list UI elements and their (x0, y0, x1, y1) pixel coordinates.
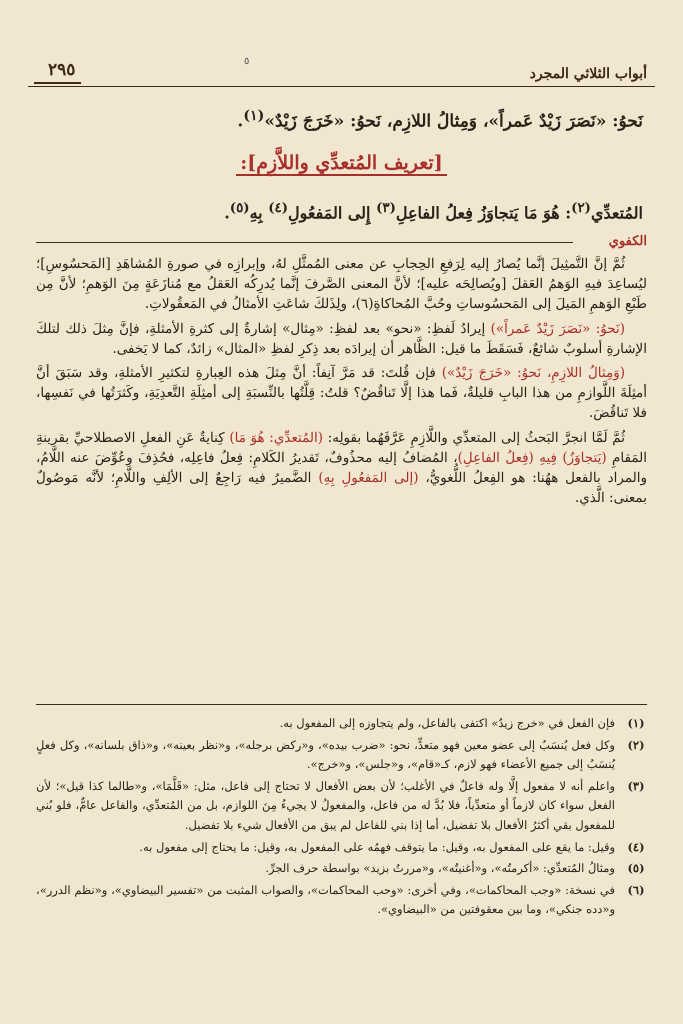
paragraph-text: إيرادُ لَفظِ: «نحو» بعد لفظِ: «مِثال» إشارةٌ إلى كثرةِ الأمثلةِ، فإنَّ مِثلَ ذلك لتلكَ الإشارةِ أسلوبٌ شائعٌ، فَسَقَطَ ما قيل: الظَّاهر أن إيرادَه بعد ذِكرِ لفظِ «المثال» زائدٌ، كما لا يَخفى. (36, 320, 647, 357)
footnote-item (36, 838, 647, 858)
footnotes (36, 714, 647, 922)
footnote-number: (٦) (627, 882, 645, 897)
definition-text-b: إِلى المَفعُولِ (288, 203, 377, 223)
commentary-body (36, 254, 647, 512)
paragraph-text: كِنايةٌ عَنِ الفعلِ الاصطلاحيِّ بقرينةِ المَقامِ (36, 429, 648, 466)
quoted-text: (يَتجاوَزُ) فِيهِ (فِعلُ الفاعِلِ) (457, 449, 607, 466)
page-number: ٢٩٥ (34, 60, 81, 84)
quoted-text: (إلى المَفعُولِ بِهِ) (318, 470, 419, 487)
main-text-line (40, 108, 643, 132)
header-rule (28, 86, 655, 87)
footnote-text: فإن الفعل في «خرج زيدٌ» اكتفى بالفاعل، ولم يتجاوزه إلى المفعول به. (279, 716, 615, 730)
footnote-item (36, 777, 647, 836)
definition-line (40, 200, 643, 222)
footnote-text: واعلم أنه لا مفعول إلَّا وله فاعلٌ في الأغلب؛ لأن بعض الأفعال لا تحتاج إلى فاعل، مثل: «قَلَّمَا»، و«طالما كذا قيل»؛ لأن الفعل سواء كان لازماً أو متعدِّياً، فلا بُدَّ له من فاعل، والمفعولُ لا يجيءُ مِنَ اللوازم، بل من المُتعدِّي، والفاعل عامٌّ، فلو بُني للمفعول بقي أكثرُ الأفعال بلا تفضيل، أما إذا بني للفاعل لم يبق من الأفعال شيء بلا تفضيل. (36, 778, 615, 832)
footnote-number: (٥) (627, 861, 645, 876)
section-heading (0, 152, 683, 174)
commentary-label: الكفوي (608, 234, 647, 249)
footnote-item (36, 881, 647, 920)
footnote-item (36, 736, 647, 775)
main-text-b: وَمِثالُ اللازِم، (380, 111, 478, 132)
commentary-paragraph (36, 428, 647, 509)
paragraph-text: ثُمَّ لَمَّا انجرَّ البَحثُ إلى المتعدِّي واللَّازِمِ عَرَّفَهُما بقولِه: (323, 429, 625, 446)
footnote-ref: (٣) (376, 200, 396, 216)
definition-end: . (224, 203, 230, 223)
main-text-end: . (237, 111, 244, 132)
definition-text-c: بِهِ (249, 203, 269, 223)
footnote-number: (٢) (627, 737, 645, 752)
commentary-rule (36, 242, 573, 243)
header-mark: ٥ (244, 56, 250, 67)
footnote-ref: (٥) (229, 200, 250, 216)
quoted-text: (المُتعدِّي: هُوَ مَا) (229, 429, 324, 446)
definition-text-a: : هُوَ مَا يَتجاوَزُ فِعلُ الفاعِلِ (395, 203, 572, 223)
running-title: أبواب الثلاثي المجرد (529, 66, 647, 82)
commentary-paragraph (36, 363, 647, 424)
paragraph-text: ، المُضافُ إليه محذُوفٌ، تَقديرُ الكَلامِ: فِعلُ فاعِلِه، فحُذِفَ وعُوِّضَ عنه اللَّامُ، والمراد بالفعل ههُنا: هو الفِعلُ اللُّغويُّ، (36, 449, 648, 487)
footnote-item (36, 714, 647, 734)
main-text-a: نَحوُ: «نَصَرَ زَيْدٌ عَمراً»، (477, 111, 643, 132)
footnote-text: وقيل: ما يقع على المفعول به، وقيل: ما يتوقف فهمُه على المفعول به، وقيل: ما يحتاج إلى مفعول به. (139, 839, 615, 854)
footnote-ref: (٤) (268, 200, 288, 216)
footnote-text: ومثالُ المُتعدِّي: «أكرمتُه»، و«أغنيتُه»، و«مررتُ بزيد» بواسطة حرف الجرِّ. (265, 861, 615, 876)
footnote-number: (٤) (627, 839, 645, 854)
footnote-item (36, 859, 647, 879)
definition-term: المُتعدِّي (590, 203, 643, 223)
paragraph-text: الضَّميرُ فيه رَاجِعٌ إلى الألِفِ واللَّامِ؛ لأنَّه مَوصُولٌ بمعنى: الَّذي. (36, 470, 647, 507)
commentary-paragraph: ثُمَّ إنَّ التَّمثِيلَ إنَّما يُصارُ إليه لِرَفعِ الحِجابِ عن معنى المُمثَّلِ لهُ، وإبرازِه في صورةِ المُشاهَدِ [المَحسُوسِ]؛ ليُساعِدَ فيهِ الوَهمُ العَقلَ [ويُصالِحَه عليه]؛ لأنَّ المعنى الصَّرفَ إنَّما يُدرِكُه العَقلُ مع مُنازَعَةٍ مِنَ الوَهمِ؛ لأنَّ مِن طَبْعِ الوَهمِ المَيلَ إلى المَحسُوساتِ وحُبَّ المُحاكاةِ(٦)، ولِذَلكَ شاعَتِ الأمثالُ في المَعقُولاتِ. (36, 256, 647, 313)
quoted-text: (نَحوُ: «نَصَرَ زَيْدٌ عَمراً») (490, 320, 625, 337)
commentary-paragraph (36, 319, 647, 359)
footnote-number: (٣) (627, 778, 645, 793)
footnote-rule (36, 704, 647, 705)
main-text-c: نَحوُ: «خَرَجَ زَيْدٌ» (264, 111, 381, 132)
quoted-text: (وَمِثالُ اللازِمِ، نَحوُ: «خَرَجَ زَيْدٌ») (441, 365, 625, 382)
footnote-number: (١) (627, 716, 645, 730)
footnote-ref: (١) (243, 108, 265, 124)
footnote-text: وكل فعل يُنسَبُ إلى عضو معين فهو متعدٍّ، نحو: «ضرب بيده»، و«ركض برجله»، و«نظر بعينه»، و«ذاق بلسانه»، وكل فعلٍ يُنسَبُ إلى جميع الأعضاء فهو لازم، كـ«قام»، و«جلس»، و«خرج». (36, 737, 615, 772)
section-heading-text: [تعريف المُتعدِّي واللاَّزِم]: (236, 152, 446, 176)
footnote-ref: (٢) (571, 200, 591, 216)
footnote-text: في نسخة: «وجب المحاكمات»، وفي أخرى: «وحب المحاكمات»، والصواب المثبت من «تفسير البيضاوي»، و«نظم الدرر»، و«دده جنكي»، وما بين معقوفتين من «البيضاوي». (36, 882, 615, 917)
paragraph-text: فإن قُلتَ: قد مَرَّ آنِفاً: أنَّ مِثلَ هذه العِبارةِ لتكثيرِ الأمثلةِ، وقد سَبَقَ أنَّ أمثِلَةَ اللَّوازمِ من هذا البابِ قليلةٌ، فَما هذا إلَّا تَناقُضٌ؟ قلتُ: قِلَّتُها بالنِّسبَةِ إلى أمثِلَةِ التَّعدِيَةِ، وكَثرَتُها في نَفسِها، فلا تَناقُضَ. (36, 365, 647, 422)
